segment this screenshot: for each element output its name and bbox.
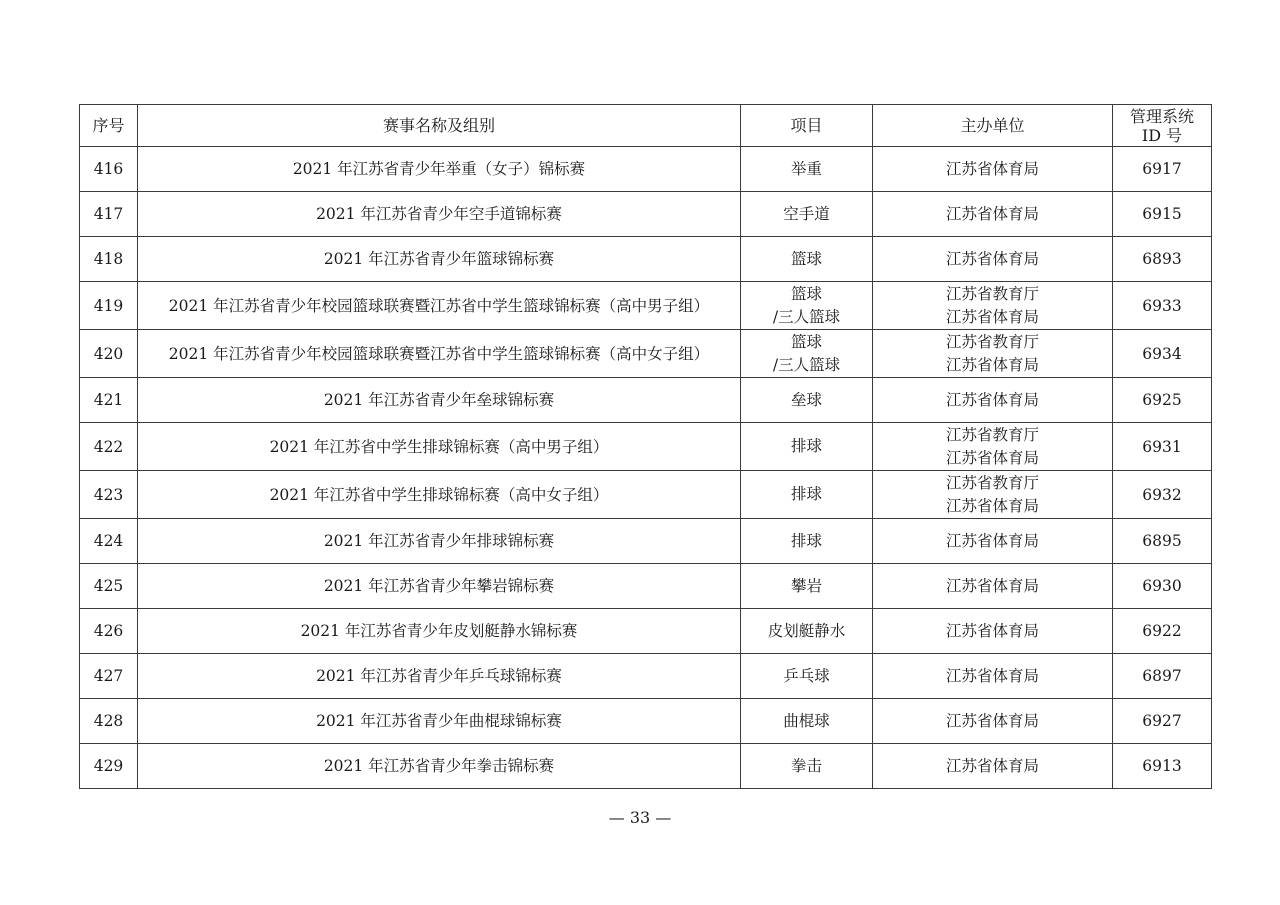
cell-event-name: 2021 年江苏省青少年排球锦标赛 — [138, 519, 741, 564]
cell-organizer-line: 江苏省教育厅 — [945, 332, 1039, 351]
cell-sport — [741, 654, 873, 699]
header-no: 序号 — [80, 105, 138, 147]
table-row — [80, 330, 1212, 378]
header-system-id — [1113, 105, 1212, 147]
cell-organizer — [873, 564, 1113, 609]
cell-organizer — [873, 654, 1113, 699]
cell-sport — [741, 519, 873, 564]
table-row — [80, 147, 1212, 192]
cell-system-id: 6913 — [1113, 744, 1212, 789]
table-row — [80, 378, 1212, 423]
cell-system-id: 6932 — [1113, 471, 1212, 519]
cell-organizer-line: 江苏省教育厅 — [945, 425, 1039, 444]
cell-system-id: 6933 — [1113, 282, 1212, 330]
cell-sport-line: 篮球 — [790, 249, 822, 268]
cell-no: 421 — [80, 378, 138, 423]
cell-sport — [741, 423, 873, 471]
cell-no: 427 — [80, 654, 138, 699]
cell-organizer-line: 江苏省体育局 — [945, 621, 1039, 640]
cell-sport-line: 举重 — [790, 159, 822, 178]
cell-organizer — [873, 237, 1113, 282]
cell-sport-line: /三人篮球 — [772, 307, 841, 326]
cell-no: 417 — [80, 192, 138, 237]
cell-organizer-line: 江苏省教育厅 — [945, 284, 1039, 303]
cell-sport-line: 曲棍球 — [783, 711, 830, 730]
cell-sport-line: 排球 — [790, 485, 822, 503]
cell-no: 429 — [80, 744, 138, 789]
cell-sport-line: 皮划艇静水 — [767, 621, 846, 640]
cell-event-name: 2021 年江苏省青少年篮球锦标赛 — [138, 237, 741, 282]
cell-event-name: 2021 年江苏省青少年空手道锦标赛 — [138, 192, 741, 237]
cell-system-id: 6931 — [1113, 423, 1212, 471]
cell-no: 420 — [80, 330, 138, 378]
table-row — [80, 654, 1212, 699]
cell-system-id: 6922 — [1113, 609, 1212, 654]
cell-organizer — [873, 519, 1113, 564]
events-table — [79, 104, 1212, 789]
cell-organizer-line: 江苏省体育局 — [945, 249, 1039, 268]
cell-sport — [741, 237, 873, 282]
header-name: 赛事名称及组别 — [138, 105, 741, 147]
cell-no: 428 — [80, 699, 138, 744]
cell-event-name: 2021 年江苏省青少年校园篮球联赛暨江苏省中学生篮球锦标赛（高中女子组） — [138, 330, 741, 378]
cell-sport-line: /三人篮球 — [772, 355, 841, 374]
cell-organizer-line: 江苏省体育局 — [945, 448, 1039, 467]
cell-sport — [741, 564, 873, 609]
table-row — [80, 237, 1212, 282]
cell-sport — [741, 330, 873, 378]
cell-organizer-line: 江苏省体育局 — [945, 204, 1039, 223]
cell-organizer-line: 江苏省体育局 — [945, 159, 1039, 178]
cell-sport-line: 篮球 — [790, 332, 822, 351]
cell-organizer-line: 江苏省体育局 — [945, 390, 1039, 409]
cell-system-id: 6895 — [1113, 519, 1212, 564]
cell-system-id: 6925 — [1113, 378, 1212, 423]
cell-sport — [741, 699, 873, 744]
cell-sport-line: 篮球 — [790, 284, 822, 303]
cell-event-name: 2021 年江苏省青少年皮划艇静水锦标赛 — [138, 609, 741, 654]
cell-event-name: 2021 年江苏省青少年校园篮球联赛暨江苏省中学生篮球锦标赛（高中男子组） — [138, 282, 741, 330]
cell-organizer — [873, 609, 1113, 654]
cell-sport-line: 空手道 — [783, 204, 830, 223]
cell-system-id: 6917 — [1113, 147, 1212, 192]
cell-event-name: 2021 年江苏省青少年乒乓球锦标赛 — [138, 654, 741, 699]
cell-sport-line: 排球 — [790, 437, 822, 455]
cell-event-name: 2021 年江苏省中学生排球锦标赛（高中男子组） — [138, 423, 741, 471]
cell-organizer-line: 江苏省体育局 — [945, 531, 1039, 550]
cell-no: 419 — [80, 282, 138, 330]
cell-sport — [741, 192, 873, 237]
table-row — [80, 519, 1212, 564]
cell-event-name: 2021 年江苏省青少年攀岩锦标赛 — [138, 564, 741, 609]
cell-organizer — [873, 378, 1113, 423]
cell-system-id: 6934 — [1113, 330, 1212, 378]
cell-sport-line: 攀岩 — [790, 576, 822, 595]
table-row — [80, 744, 1212, 789]
cell-sport — [741, 609, 873, 654]
cell-organizer — [873, 147, 1113, 192]
table-header-row — [80, 105, 1212, 147]
cell-sport — [741, 147, 873, 192]
cell-organizer-line: 江苏省体育局 — [945, 576, 1039, 595]
cell-no: 426 — [80, 609, 138, 654]
cell-organizer — [873, 699, 1113, 744]
header-system-id-line2: ID 号 — [1141, 125, 1183, 145]
cell-no: 425 — [80, 564, 138, 609]
cell-organizer — [873, 192, 1113, 237]
cell-event-name: 2021 年江苏省中学生排球锦标赛（高中女子组） — [138, 471, 741, 519]
cell-no: 424 — [80, 519, 138, 564]
cell-no: 416 — [80, 147, 138, 192]
cell-organizer — [873, 330, 1113, 378]
header-organizer: 主办单位 — [873, 105, 1113, 147]
cell-no: 422 — [80, 423, 138, 471]
header-system-id-line1: 管理系统 — [1129, 106, 1194, 126]
cell-organizer — [873, 744, 1113, 789]
header-sport: 项目 — [741, 105, 873, 147]
cell-sport-line: 拳击 — [790, 756, 822, 775]
cell-sport-line: 垒球 — [790, 390, 822, 409]
cell-sport-line: 乒乓球 — [783, 666, 830, 685]
cell-system-id: 6915 — [1113, 192, 1212, 237]
cell-organizer-line: 江苏省体育局 — [945, 355, 1039, 374]
cell-organizer — [873, 471, 1113, 519]
cell-no: 423 — [80, 471, 138, 519]
table-row — [80, 282, 1212, 330]
cell-organizer-line: 江苏省教育厅 — [945, 473, 1039, 492]
table-row — [80, 564, 1212, 609]
table-row — [80, 609, 1212, 654]
cell-no: 418 — [80, 237, 138, 282]
cell-sport — [741, 282, 873, 330]
cell-organizer-line: 江苏省体育局 — [945, 711, 1039, 730]
table-row — [80, 192, 1212, 237]
cell-organizer-line: 江苏省体育局 — [945, 307, 1039, 326]
cell-system-id: 6930 — [1113, 564, 1212, 609]
cell-system-id: 6893 — [1113, 237, 1212, 282]
table-row — [80, 471, 1212, 519]
cell-organizer-line: 江苏省体育局 — [945, 496, 1039, 515]
cell-system-id: 6927 — [1113, 699, 1212, 744]
cell-organizer — [873, 423, 1113, 471]
cell-event-name: 2021 年江苏省青少年曲棍球锦标赛 — [138, 699, 741, 744]
table-row — [80, 699, 1212, 744]
cell-sport — [741, 378, 873, 423]
cell-organizer-line: 江苏省体育局 — [945, 666, 1039, 685]
cell-sport — [741, 471, 873, 519]
cell-event-name: 2021 年江苏省青少年拳击锦标赛 — [138, 744, 741, 789]
page-number: — 33 — — [608, 808, 672, 827]
table-row — [80, 423, 1212, 471]
cell-sport — [741, 744, 873, 789]
cell-sport-line: 排球 — [790, 531, 822, 550]
cell-organizer-line: 江苏省体育局 — [945, 756, 1039, 775]
cell-organizer — [873, 282, 1113, 330]
cell-system-id: 6897 — [1113, 654, 1212, 699]
cell-event-name: 2021 年江苏省青少年垒球锦标赛 — [138, 378, 741, 423]
cell-event-name: 2021 年江苏省青少年举重（女子）锦标赛 — [138, 147, 741, 192]
